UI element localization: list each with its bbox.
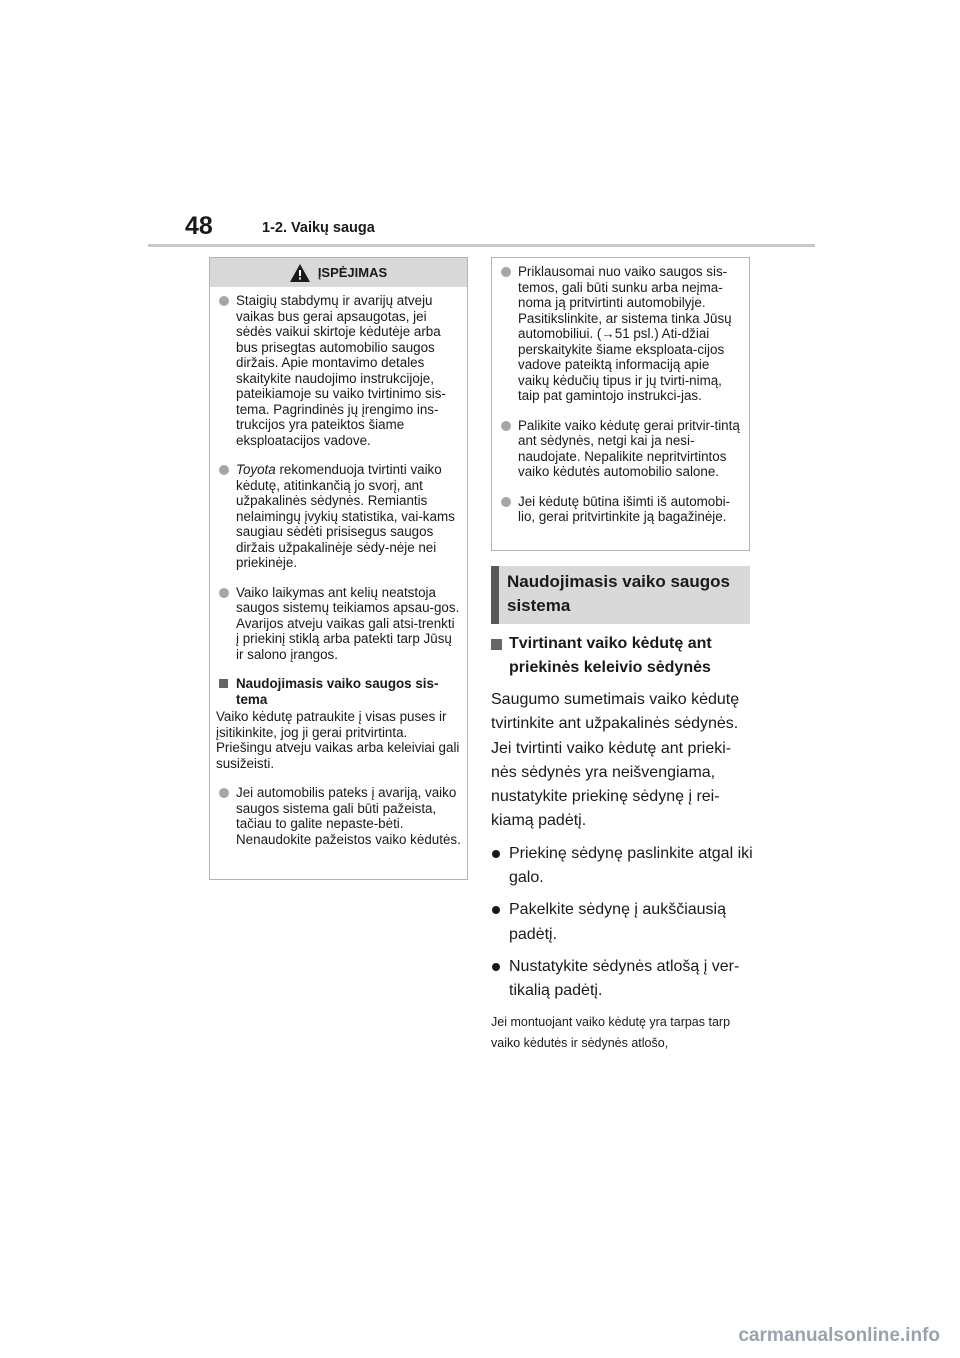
main-note: Jei montuojant vaiko kėdutę yra tarpas tarp vaiko kėdutės ir sėdynės atlošo, — [491, 1014, 731, 1050]
square-bullet-icon — [219, 679, 228, 688]
warning-bullet: Jei automobilis pateks į avariją, vaiko saugos sistema gali būti pažeista, tačiau to galite nepaste-bėti. Nenaudokite pažeistos vaiko kėdutės. — [216, 785, 461, 847]
bullet-dot-icon — [219, 465, 229, 475]
info-bullet: Palikite vaiko kėdutę gerai pritvir-tintą ant sėdynės, netgi kai ja nesi-naudojate. Nepalikite nepritvirtintos vaiko kėdutės automobilio salone. — [498, 418, 743, 480]
main-subheading: Tvirtinant vaiko kėdutę ant priekinės keleivio sėdynės — [491, 632, 756, 680]
info-box — [491, 257, 750, 551]
bullet-dot-icon — [501, 421, 511, 431]
main-bullet: Priekinę sėdynę paslinkite atgal iki galo. — [491, 842, 756, 891]
warning-subtext: Vaiko kėdutę patraukite į visas puses ir įsitikinkite, jog ji gerai pritvirtinta. Priešingu atveju vaikas arba keleiviai gali susižeisti. — [216, 709, 460, 771]
header-divider — [148, 244, 815, 247]
bullet-dot-icon — [501, 267, 511, 277]
page-number: 48 — [185, 212, 213, 240]
brand-name: Toyota — [236, 462, 276, 477]
bullet-dot-icon — [219, 588, 229, 598]
warning-header — [210, 258, 467, 287]
bullet-dot-icon — [219, 788, 229, 798]
bullet-dot-icon — [492, 850, 500, 858]
main-bullet: Nustatykite sėdynės atlošą į ver-tikalią padėtį. — [491, 955, 756, 1004]
page-header — [0, 0, 960, 250]
watermark: carmanualsonline.info — [738, 1325, 940, 1346]
section-title: 1-2. Vaikų sauga — [262, 220, 375, 236]
main-paragraph: Saugumo sumetimais vaiko kėdutę tvirtinkite ant užpakalinės sėdynės. Jei tvirtinti vaiko kėdutę ant prieki-nės sėdynės yra neišvengiama, nustatykite priekinę sėdynę į rei-kiamą padėtį. — [491, 691, 740, 830]
warning-bullet: Staigių stabdymų ir avarijų atveju vaikas bus gerai apsaugotas, jei sėdės vaikui skirtoje kėdutėje arba bus prisegtas automobilio saugos diržais. Apie montavimo detales skaitykite naudojimo instrukcijoje, pateikiamoje su vaiko tvirtinimo sis-tema. Pagrindinės jų įrengimo ins-trukcijos yra pateiktos šiame eksploatacijos vadove. — [216, 293, 461, 448]
bullet-dot-icon — [219, 296, 229, 306]
main-content — [491, 632, 756, 1054]
main-bullet: Pakelkite sėdynę į aukščiausią padėtį. — [491, 898, 756, 947]
warning-box — [209, 257, 468, 880]
section-heading: Naudojimasis vaiko saugos sistema — [491, 566, 750, 624]
warning-triangle-icon — [290, 264, 310, 282]
info-bullet: Jei kėdutę būtina išimti iš automobi-lio, gerai pritvirtinkite ją bagažinėje. — [498, 494, 743, 525]
warning-bullet: Vaiko laikymas ant kelių neatstoja saugos sistemų teikiamos apsau-gos. Avarijos atveju vaikas gali atsi-trenkti į priekinį stiklą arba patekti tarp Jūsų ir salono įrangos. — [216, 585, 461, 663]
info-bullet: Priklausomai nuo vaiko saugos sis-temos, gali būti sunku arba neįma-noma ją pritvirtinti automobilyje. Pasitikslinkite, ar sistema tinka Jūsų automobiliui. (→51 psl.) Ati-džiai perskaitykite šiame eksploata-cijos vadove pateiktą informaciją apie vaikų kėdučių tipus ir jų tvirti-nimą, taip pat gamintojo instrukci-jas. — [498, 264, 743, 404]
square-bullet-icon — [491, 639, 502, 650]
bullet-dot-icon — [492, 963, 500, 971]
bullet-dot-icon — [501, 497, 511, 507]
bullet-dot-icon — [492, 906, 500, 914]
warning-title: ĮSPĖJIMAS — [317, 265, 388, 280]
warning-bullet: Toyota rekomenduoja tvirtinti vaiko kėdutę, atitinkančią jo svorį, ant užpakalinės sėdynės. Remiantis nelaimingų įvykių statistika, vai-kams saugiau sėdėti prisisegus saugos diržais užpakalinėje sėdy-nėje nei priekinėje. — [216, 462, 461, 571]
warning-subheading: Naudojimasis vaiko saugos sis-tema — [216, 676, 461, 707]
